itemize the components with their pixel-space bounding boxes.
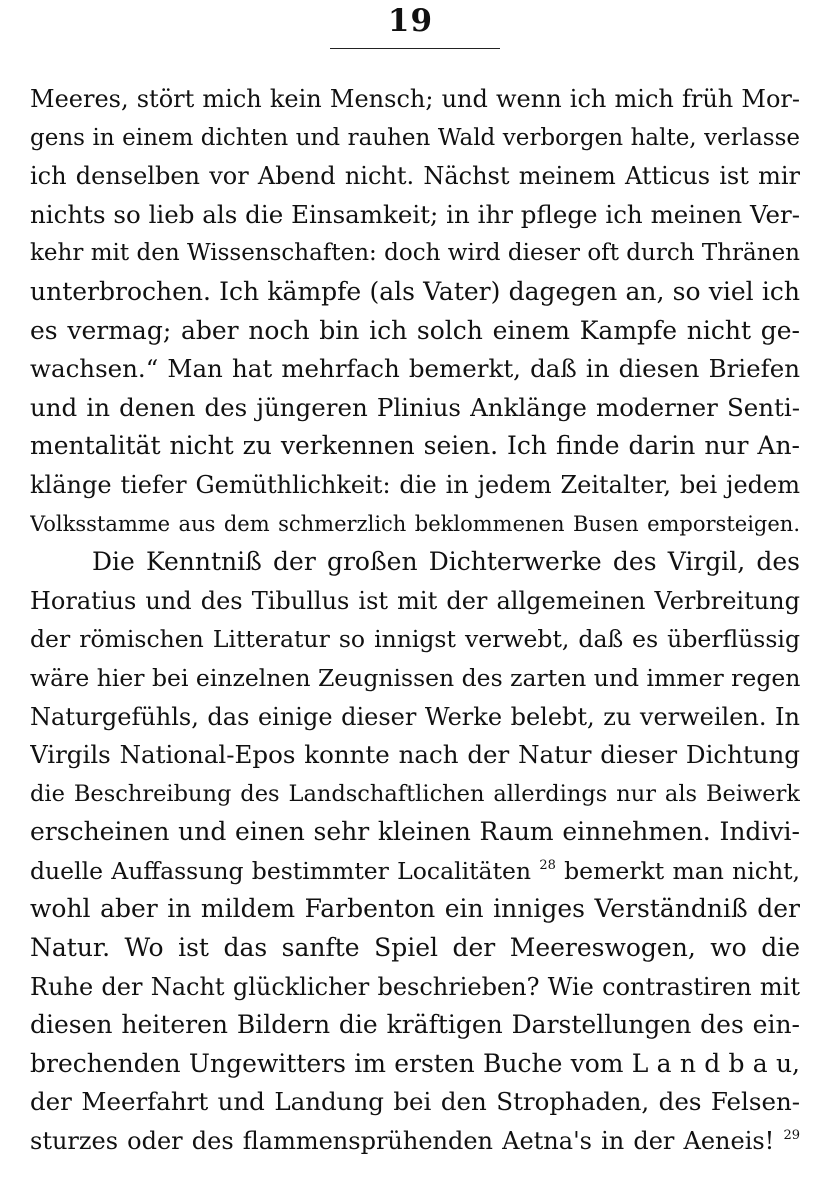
text-line (30, 929, 800, 968)
line-text: der römischen Litteratur so innigst verwebt, daß es überflüssig (30, 625, 800, 654)
text-line (30, 1122, 800, 1161)
text-line (30, 543, 800, 582)
line-text: mentalität nicht zu verkennen seien. Ich finde darin nur An- (30, 431, 800, 461)
text-line (30, 620, 800, 659)
text-line (30, 659, 800, 698)
line-text: diesen heiteren Bildern die kräftigen Darstellungen des ein- (30, 1010, 800, 1040)
line-text: ich denselben vor Abend nicht. Nächst meinem Atticus ist mir (30, 162, 800, 191)
text-line (30, 273, 800, 312)
text-line (30, 852, 800, 891)
line-text: es vermag; aber noch bin ich solch einem Kampfe nicht ge- (30, 315, 800, 345)
line-text: wachsen.“ Man hat mehrfach bemerkt, daß in diesen Briefen (30, 354, 800, 384)
line-text-continued: bemerkt man nicht, (555, 856, 800, 885)
text-line (30, 80, 800, 119)
line-text: Virgils National-Epos konnte nach der Natur dieser Dichtung (30, 740, 800, 770)
line-text: kehr mit den Wissenschaften: doch wird dieser oft durch Thränen (30, 240, 800, 267)
text-line (30, 350, 800, 389)
text-line (30, 1045, 800, 1084)
page-number: 19 (387, 3, 434, 39)
line-text: die Beschreibung des Landschaftlichen allerdings nur als Beiwerk (30, 780, 800, 807)
text-line (30, 968, 800, 1007)
text-line (30, 312, 800, 351)
line-text: der Meerfahrt und Landung bei den Strophaden, des Felsen- (30, 1087, 800, 1117)
text-line (30, 1006, 800, 1045)
line-text: Horatius und des Tibullus ist mit der allgemeinen Verbreitung (30, 586, 800, 615)
line-text: Natur. Wo ist das sanfte Spiel der Meereswogen, wo die (30, 933, 800, 963)
text-line (30, 736, 800, 775)
line-text: klänge tiefer Gemüthlichkeit: die in jedem Zeitalter, bei jedem (30, 470, 800, 499)
text-line (30, 582, 800, 621)
line-text: gens in einem dichten und rauhen Wald verborgen halte, verlasse (30, 124, 800, 151)
body-text (30, 80, 800, 1161)
line-text: wäre hier bei einzelnen Zeugnissen des zarten und immer regen (30, 663, 800, 692)
line-text: Meeres, stört mich kein Mensch; und wenn ich mich früh Mor- (30, 85, 800, 113)
line-text: unterbrochen. Ich kämpfe (als Vater) dagegen an, so viel ich (30, 276, 800, 306)
text-line (30, 890, 800, 929)
line-text: nichts so lieb als die Einsamkeit; in ihr pflege ich meinen Ver- (30, 199, 800, 229)
text-line (30, 813, 800, 852)
text-line (30, 119, 800, 158)
text-line (30, 505, 800, 544)
line-text: wohl aber in mildem Farbenton ein inniges Verständniß der (30, 894, 800, 924)
line-text: sturzes oder des flammensprühenden Aetna's in der Aeneis! (30, 1127, 775, 1156)
line-text: Die Kenntniß der großen Dichterwerke des Virgil, des (92, 547, 800, 577)
line-text: brechenden Ungewitters im ersten Buche vom L a n d b a u, (30, 1048, 800, 1078)
line-text: und in denen des jüngeren Plinius Anklänge moderner Senti- (30, 392, 800, 422)
text-line (30, 466, 800, 505)
text-line (30, 234, 800, 273)
text-line (30, 1083, 800, 1122)
text-line (30, 157, 800, 196)
footnote-marker: 28 (539, 857, 556, 873)
text-line (30, 389, 800, 428)
line-text: Ruhe der Nacht glücklicher beschrieben? Wie contrastiren mit (30, 972, 800, 1001)
line-text: duelle Auffassung bestimmter Localitäten (30, 856, 532, 885)
text-line (30, 775, 800, 814)
text-line (30, 196, 800, 235)
text-line (30, 427, 800, 466)
header-rule (330, 48, 500, 49)
text-line (30, 698, 800, 737)
line-text: Volksstamme aus dem schmerzlich beklommenen Busen emporsteigen. (30, 511, 800, 536)
line-text: Naturgefühls, das einige dieser Werke belebt, zu verweilen. In (30, 702, 800, 731)
line-text: erscheinen und einen sehr kleinen Raum einnehmen. Indivi- (30, 817, 800, 847)
footnote-marker: 29 (783, 1128, 800, 1144)
